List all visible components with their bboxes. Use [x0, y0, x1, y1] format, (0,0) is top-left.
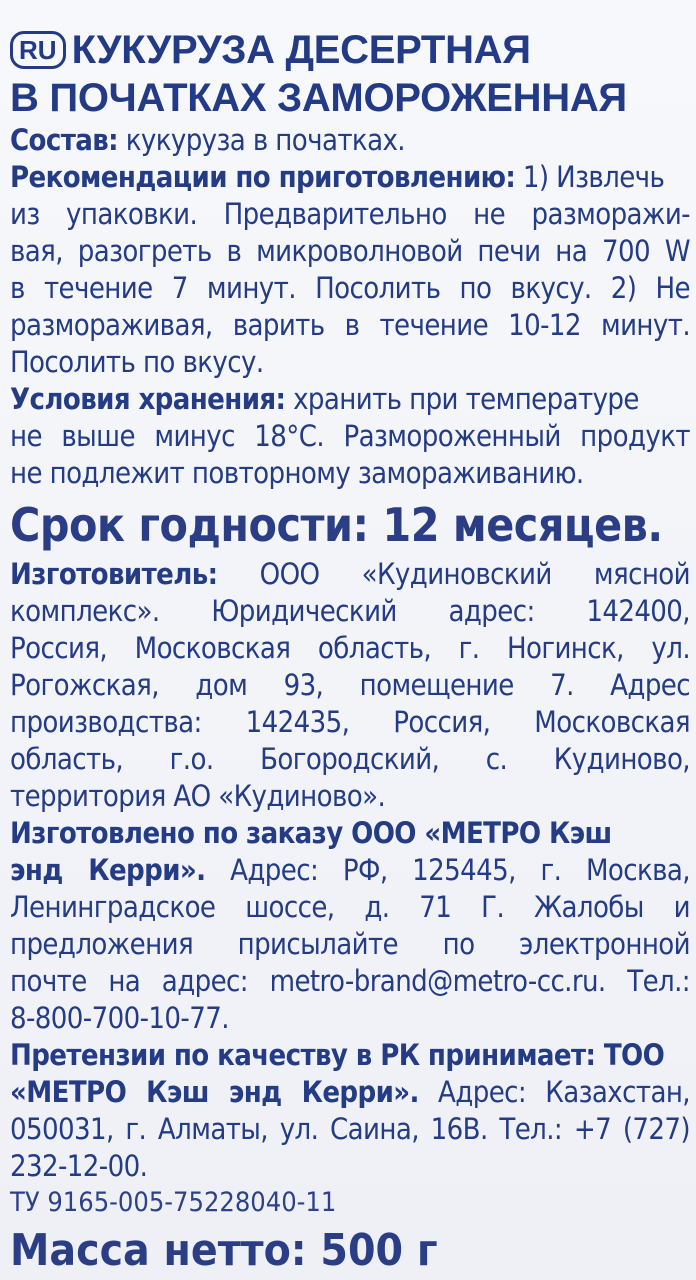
net-weight-label: Масса нетто: [10, 1225, 307, 1276]
manufacturer [10, 556, 690, 815]
shelf-life-value: 12 месяцев. [382, 498, 663, 552]
net-weight-value: 500 г [320, 1225, 438, 1276]
claims-label-1: Претензии по качеству в РК принимает: ТОО [10, 1038, 665, 1072]
ordered-by [10, 815, 690, 1037]
cooking-recommendations [10, 159, 690, 381]
net-weight [10, 1225, 690, 1277]
cooking-label: Рекомендации по приготовлению: [10, 160, 516, 194]
manufacturer-line-3: Россия, Московская область, г. Ногинск, ул. [10, 631, 690, 665]
composition [10, 122, 690, 159]
ordered-line-2: Адрес: РФ, 125445, г. Москва, [230, 853, 690, 887]
manufacturer-line-6: область, г.о. Богородский, с. Кудиново, [10, 742, 690, 776]
ordered-line-4: предложения присылайте по электронной [10, 927, 690, 961]
storage-label: Условия хранения: [10, 382, 286, 416]
ordered-line-3: Ленинградское шоссе, д. 71 Г. Жалобы и [10, 890, 690, 924]
quality-claims [10, 1037, 690, 1185]
storage-conditions [10, 381, 690, 492]
composition-label: Состав: [10, 123, 119, 157]
ordered-label-1: Изготовлено по заказу ООО «МЕТРО Кэш [10, 816, 612, 850]
ordered-line-5: почте на адрес: metro-brand@metro-cc.ru. Тел.: [10, 964, 690, 998]
claims-line-2: Адрес: Казахстан, [438, 1075, 690, 1109]
product-title [10, 26, 690, 74]
storage-line-1: хранить при температуре [293, 382, 639, 416]
claims-line-3: 050031, г. Алматы, ул. Саина, 16В. Тел.: +7 (727) [10, 1112, 690, 1146]
cooking-line-4: в течение 7 минут. Посолить по вкусу. 2) Не [10, 271, 690, 305]
shelf-life-label: Срок годности: [10, 498, 369, 552]
composition-text: кукуруза в початках. [125, 123, 405, 157]
ordered-line-6: 8-800-700-10-77. [10, 1001, 229, 1035]
manufacturer-line-5: производства: 142435, Россия, Московская [10, 705, 690, 739]
storage-line-3: не подлежит повторному замораживанию. [10, 456, 584, 490]
title-line-2: В ПОЧАТКАХ ЗАМОРОЖЕННАЯ [10, 76, 627, 120]
manufacturer-line-2: комплекс». Юридический адрес: 142400, [10, 594, 690, 628]
manufacturer-line-1: ООО «Кудиновский мясной [259, 557, 691, 591]
claims-label-2: «МЕТРО Кэш энд Керри». [10, 1075, 419, 1109]
manufacturer-label: Изготовитель: [10, 557, 218, 591]
title-line-1: КУКУРУЗА ДЕСЕРТНАЯ [71, 28, 531, 72]
cooking-line-2: из упаковки. Предварительно не разморажи- [10, 197, 690, 231]
claims-line-4: 232-12-00. [10, 1149, 148, 1183]
label-text [10, 26, 690, 1277]
cooking-line-3: вая, разогреть в микроволновой печи на 700 W [10, 234, 690, 268]
cooking-line-6: Посолить по вкусу. [10, 345, 264, 379]
storage-line-2: не выше минус 18°C. Размороженный продукт [10, 419, 690, 453]
cooking-line-5: размораживая, варить в течение 10-12 минут. [10, 308, 690, 342]
manufacturer-line-4: Рогожская, дом 93, помещение 7. Адрес [10, 668, 690, 702]
manufacturer-line-7: территория АО «Кудиново». [10, 779, 386, 813]
shelf-life [10, 496, 690, 554]
language-badge: RU [10, 31, 66, 69]
ordered-label-2: энд Керри». [10, 853, 206, 887]
technical-standard: ТУ 9165-005-75228040-11 [10, 1187, 337, 1218]
cooking-line-1: 1) Извлечь [522, 160, 665, 194]
